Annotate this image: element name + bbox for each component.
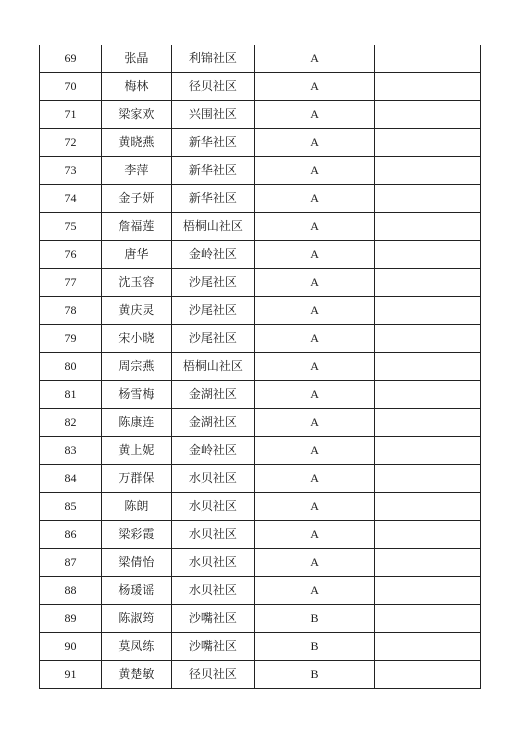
row-number-cell: 79: [40, 325, 102, 353]
grade-cell: A: [255, 297, 375, 325]
note-cell: [375, 605, 481, 633]
row-number-cell: 81: [40, 381, 102, 409]
name-cell: 陈淑筠: [102, 605, 172, 633]
name-cell: 张晶: [102, 45, 172, 73]
grade-cell: A: [255, 157, 375, 185]
community-cell: 径贝社区: [171, 73, 254, 101]
note-cell: [375, 45, 481, 73]
grade-cell: A: [255, 521, 375, 549]
grade-cell: A: [255, 353, 375, 381]
table-row: [40, 45, 481, 73]
note-cell: [375, 325, 481, 353]
community-cell: 沙嘴社区: [171, 605, 254, 633]
roster-table-body: [40, 45, 481, 689]
table-row: [40, 269, 481, 297]
grade-cell: A: [255, 73, 375, 101]
row-number-cell: 73: [40, 157, 102, 185]
community-cell: 金湖社区: [171, 409, 254, 437]
grade-cell: A: [255, 129, 375, 157]
table-row: [40, 353, 481, 381]
name-cell: 李萍: [102, 157, 172, 185]
community-cell: 沙尾社区: [171, 269, 254, 297]
note-cell: [375, 633, 481, 661]
name-cell: 陈康连: [102, 409, 172, 437]
table-row: [40, 101, 481, 129]
grade-cell: A: [255, 185, 375, 213]
community-cell: 新华社区: [171, 129, 254, 157]
community-cell: 利锦社区: [171, 45, 254, 73]
row-number-cell: 75: [40, 213, 102, 241]
community-cell: 金岭社区: [171, 241, 254, 269]
name-cell: 周宗燕: [102, 353, 172, 381]
community-cell: 新华社区: [171, 157, 254, 185]
community-cell: 金岭社区: [171, 437, 254, 465]
name-cell: 杨雪梅: [102, 381, 172, 409]
row-number-cell: 80: [40, 353, 102, 381]
note-cell: [375, 213, 481, 241]
row-number-cell: 88: [40, 577, 102, 605]
row-number-cell: 74: [40, 185, 102, 213]
note-cell: [375, 409, 481, 437]
note-cell: [375, 185, 481, 213]
table-row: [40, 661, 481, 689]
row-number-cell: 91: [40, 661, 102, 689]
community-cell: 梧桐山社区: [171, 353, 254, 381]
community-cell: 水贝社区: [171, 465, 254, 493]
name-cell: 黄庆灵: [102, 297, 172, 325]
table-row: [40, 213, 481, 241]
note-cell: [375, 353, 481, 381]
name-cell: 梁倩怡: [102, 549, 172, 577]
row-number-cell: 72: [40, 129, 102, 157]
row-number-cell: 70: [40, 73, 102, 101]
community-cell: 沙尾社区: [171, 325, 254, 353]
row-number-cell: 71: [40, 101, 102, 129]
community-cell: 水贝社区: [171, 577, 254, 605]
row-number-cell: 87: [40, 549, 102, 577]
community-cell: 径贝社区: [171, 661, 254, 689]
note-cell: [375, 381, 481, 409]
grade-cell: A: [255, 437, 375, 465]
row-number-cell: 86: [40, 521, 102, 549]
name-cell: 詹福莲: [102, 213, 172, 241]
table-row: [40, 549, 481, 577]
row-number-cell: 69: [40, 45, 102, 73]
grade-cell: A: [255, 241, 375, 269]
community-cell: 水贝社区: [171, 549, 254, 577]
community-cell: 水贝社区: [171, 521, 254, 549]
name-cell: 黄晓燕: [102, 129, 172, 157]
community-cell: 新华社区: [171, 185, 254, 213]
table-row: [40, 325, 481, 353]
community-cell: 沙嘴社区: [171, 633, 254, 661]
name-cell: 宋小晓: [102, 325, 172, 353]
table-row: [40, 521, 481, 549]
note-cell: [375, 437, 481, 465]
note-cell: [375, 269, 481, 297]
note-cell: [375, 73, 481, 101]
name-cell: 沈玉容: [102, 269, 172, 297]
note-cell: [375, 549, 481, 577]
name-cell: 梅林: [102, 73, 172, 101]
row-number-cell: 78: [40, 297, 102, 325]
grade-cell: A: [255, 549, 375, 577]
note-cell: [375, 297, 481, 325]
table-row: [40, 73, 481, 101]
name-cell: 莫凤练: [102, 633, 172, 661]
row-number-cell: 83: [40, 437, 102, 465]
row-number-cell: 82: [40, 409, 102, 437]
note-cell: [375, 661, 481, 689]
table-row: [40, 129, 481, 157]
name-cell: 杨瑗谣: [102, 577, 172, 605]
note-cell: [375, 129, 481, 157]
name-cell: 金子妍: [102, 185, 172, 213]
community-cell: 兴围社区: [171, 101, 254, 129]
grade-cell: B: [255, 605, 375, 633]
table-row: [40, 633, 481, 661]
grade-cell: A: [255, 409, 375, 437]
table-row: [40, 437, 481, 465]
grade-cell: A: [255, 577, 375, 605]
table-row: [40, 185, 481, 213]
note-cell: [375, 241, 481, 269]
table-row: [40, 241, 481, 269]
row-number-cell: 84: [40, 465, 102, 493]
grade-cell: A: [255, 493, 375, 521]
note-cell: [375, 521, 481, 549]
grade-cell: A: [255, 101, 375, 129]
grade-cell: B: [255, 661, 375, 689]
community-cell: 水贝社区: [171, 493, 254, 521]
table-row: [40, 409, 481, 437]
note-cell: [375, 577, 481, 605]
note-cell: [375, 157, 481, 185]
name-cell: 万群保: [102, 465, 172, 493]
name-cell: 黄上妮: [102, 437, 172, 465]
name-cell: 梁彩霞: [102, 521, 172, 549]
grade-cell: A: [255, 325, 375, 353]
grade-cell: A: [255, 213, 375, 241]
table-row: [40, 493, 481, 521]
table-row: [40, 465, 481, 493]
grade-cell: A: [255, 45, 375, 73]
note-cell: [375, 465, 481, 493]
row-number-cell: 76: [40, 241, 102, 269]
table-row: [40, 381, 481, 409]
grade-cell: A: [255, 465, 375, 493]
name-cell: 陈朗: [102, 493, 172, 521]
row-number-cell: 90: [40, 633, 102, 661]
name-cell: 黄楚敏: [102, 661, 172, 689]
name-cell: 唐华: [102, 241, 172, 269]
row-number-cell: 89: [40, 605, 102, 633]
community-cell: 梧桐山社区: [171, 213, 254, 241]
table-row: [40, 157, 481, 185]
table-row: [40, 297, 481, 325]
roster-table: [39, 45, 481, 689]
name-cell: 梁家欢: [102, 101, 172, 129]
note-cell: [375, 101, 481, 129]
table-row: [40, 577, 481, 605]
grade-cell: B: [255, 633, 375, 661]
table-row: [40, 605, 481, 633]
note-cell: [375, 493, 481, 521]
grade-cell: A: [255, 381, 375, 409]
row-number-cell: 85: [40, 493, 102, 521]
row-number-cell: 77: [40, 269, 102, 297]
community-cell: 金湖社区: [171, 381, 254, 409]
grade-cell: A: [255, 269, 375, 297]
community-cell: 沙尾社区: [171, 297, 254, 325]
